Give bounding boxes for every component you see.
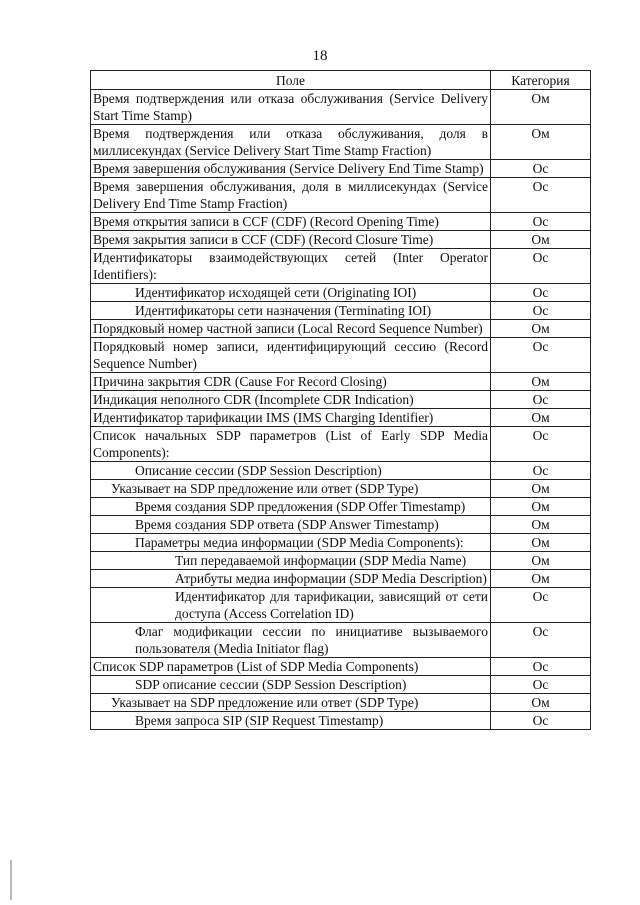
field-cell: Время создания SDP предложения (SDP Offer Timestamp): [91, 498, 491, 516]
table-row: [91, 694, 591, 712]
field-cell: Идентификатор исходящей сети (Originating IOI): [91, 284, 491, 302]
field-cell: Время завершения обслуживания, доля в миллисекундах (Service Delivery End Time Stamp Fraction): [91, 178, 491, 213]
table-row: [91, 480, 591, 498]
table-row: [91, 534, 591, 552]
field-cell: Параметры медиа информации (SDP Media Components):: [91, 534, 491, 552]
field-cell: Время создания SDP ответа (SDP Answer Timestamp): [91, 516, 491, 534]
category-cell: Oс: [491, 160, 591, 178]
table-header-row: [91, 71, 591, 90]
field-cell: Индикация неполного CDR (Incomplete CDR Indication): [91, 391, 491, 409]
category-cell: Ос: [491, 462, 591, 480]
field-cell: Атрибуты медиа информации (SDP Media Description): [91, 570, 491, 588]
category-cell: Ом: [491, 694, 591, 712]
table-row: [91, 623, 591, 658]
category-cell: Ос: [491, 588, 591, 623]
field-cell: Идентификатор тарификации IMS (IMS Charging Identifier): [91, 409, 491, 427]
field-cell: SDP описание сессии (SDP Session Description): [91, 676, 491, 694]
category-cell: Ом: [491, 570, 591, 588]
category-cell: Ом: [491, 409, 591, 427]
table-row: [91, 284, 591, 302]
field-cell: Время подтверждения или отказа обслуживания (Service Delivery Start Time Stamp): [91, 90, 491, 125]
header-category: Категория: [491, 71, 591, 90]
table-row: [91, 90, 591, 125]
category-cell: Ом: [491, 516, 591, 534]
table-row: [91, 178, 591, 213]
category-cell: Oм: [491, 373, 591, 391]
table-row: [91, 125, 591, 160]
scan-mark: [10, 860, 12, 900]
field-cell: Идентификаторы сети назначения (Terminating IOI): [91, 302, 491, 320]
table-row: [91, 231, 591, 249]
table-row: [91, 658, 591, 676]
table-row: [91, 373, 591, 391]
table-row: [91, 302, 591, 320]
field-cell: Время запроса SIP (SIP Request Timestamp): [91, 712, 491, 730]
field-cell: Флаг модификации сессии по инициативе вызываемого пользователя (Media Initiator flag): [91, 623, 491, 658]
category-cell: Ос: [491, 676, 591, 694]
table-row: [91, 213, 591, 231]
field-cell: Список SDP параметров (List of SDP Media Components): [91, 658, 491, 676]
category-cell: Ос: [491, 712, 591, 730]
category-cell: Oм: [491, 125, 591, 160]
category-cell: Ос: [491, 658, 591, 676]
field-cell: Указывает на SDP предложение или ответ (SDP Type): [91, 480, 491, 498]
table-row: [91, 409, 591, 427]
field-cell: Время подтверждения или отказа обслуживания, доля в миллисекундах (Service Delivery Start Time Stamp Fraction): [91, 125, 491, 160]
category-cell: Oс: [491, 284, 591, 302]
category-cell: Oм: [491, 231, 591, 249]
table-row: [91, 552, 591, 570]
table-row: [91, 570, 591, 588]
field-cell: Список начальных SDP параметров (List of Early SDP Media Components):: [91, 427, 491, 462]
table-row: [91, 462, 591, 480]
category-cell: Ом: [491, 534, 591, 552]
field-cell: Идентификаторы взаимодействующих сетей (Inter Operator Identifiers):: [91, 249, 491, 284]
category-cell: Ос: [491, 623, 591, 658]
page-number: 18: [312, 48, 328, 64]
category-cell: Ос: [491, 427, 591, 462]
category-cell: Ом: [491, 552, 591, 570]
category-cell: Oм: [491, 320, 591, 338]
category-cell: Oс: [491, 178, 591, 213]
field-cell: Порядковый номер частной записи (Local Record Sequence Number): [91, 320, 491, 338]
table-row: [91, 160, 591, 178]
category-cell: Ом: [491, 480, 591, 498]
table-row: [91, 391, 591, 409]
table-row: [91, 338, 591, 373]
category-cell: Ом: [491, 498, 591, 516]
field-cell: Указывает на SDP предложение или ответ (SDP Type): [91, 694, 491, 712]
fields-table: [90, 70, 591, 730]
field-cell: Порядковый номер записи, идентифицирующий сессию (Record Sequence Number): [91, 338, 491, 373]
category-cell: Oс: [491, 249, 591, 284]
table-row: [91, 516, 591, 534]
table-row: [91, 498, 591, 516]
field-cell: Причина закрытия CDR (Cause For Record Closing): [91, 373, 491, 391]
table-row: [91, 427, 591, 462]
category-cell: Oс: [491, 338, 591, 373]
field-cell: Описание сессии (SDP Session Description): [91, 462, 491, 480]
field-cell: Время закрытия записи в CCF (CDF) (Record Closure Time): [91, 231, 491, 249]
field-cell: Идентификатор для тарификации, зависящий от сети доступа (Access Correlation ID): [91, 588, 491, 623]
header-field: Поле: [91, 71, 491, 90]
field-cell: Время открытия записи в CCF (CDF) (Record Opening Time): [91, 213, 491, 231]
category-cell: Oс: [491, 391, 591, 409]
table-row: [91, 676, 591, 694]
table-row: [91, 712, 591, 730]
field-cell: Тип передаваемой информации (SDP Media Name): [91, 552, 491, 570]
table-row: [91, 249, 591, 284]
category-cell: Oс: [491, 302, 591, 320]
field-cell: Время завершения обслуживания (Service Delivery End Time Stamp): [91, 160, 491, 178]
category-cell: Oм: [491, 90, 591, 125]
table-row: [91, 588, 591, 623]
table-row: [91, 320, 591, 338]
category-cell: Oс: [491, 213, 591, 231]
